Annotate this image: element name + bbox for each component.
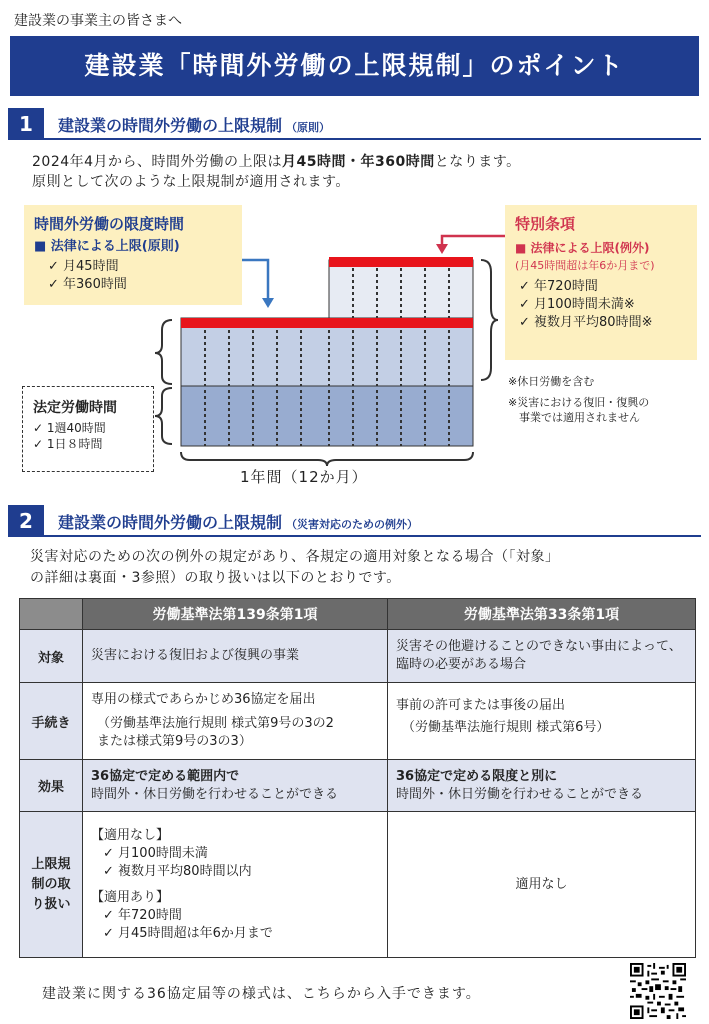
cell-target-139: 災害における復旧および復興の事業 [83, 630, 388, 683]
blue-arrowhead [262, 298, 274, 308]
section1-lead-line1: 2024年4月から、時間外労働の上限は月45時間・年360時間となります。 [32, 154, 521, 170]
row-label-target: 対象 [20, 630, 83, 683]
bottom-brace [181, 452, 473, 466]
left-brace-upper [155, 320, 172, 384]
special-clause-box [505, 205, 697, 360]
limit-box-item: ✓ 年360時間 [48, 277, 127, 292]
blue-arrow [242, 260, 268, 300]
section2-header [8, 505, 701, 537]
limit-box-heading: 時間外労働の限度時間 [34, 215, 185, 233]
page-title: 建設業「時間外労働の上限規制」のポイント [10, 36, 699, 96]
special-box-note: (月45時間超は年6か月まで) [515, 259, 655, 272]
note-line: ※災害における復旧・復興の [508, 396, 650, 409]
section1-lead-line2: 原則として次のような上限規制が適用されます。 [32, 174, 350, 190]
audience-text: 建設業の事業主の皆さまへ [14, 13, 182, 29]
cell-limit-139: 【適用なし】 ✓ 月100時間未満 ✓ 複数月平均80時間以内 【適用あり】 ✓ 年720時間 ✓ 月45時間超は年6か月まで [83, 812, 388, 958]
special-box-item: ✓ 年720時間 [519, 279, 598, 294]
table-row [20, 683, 696, 760]
limit-box-item: ✓ 月45時間 [48, 259, 119, 274]
table-header-33: 労働基準法第33条第1項 [388, 599, 696, 630]
left-brace-lower [155, 388, 172, 444]
special-box-sub: ■ 法律による上限(例外) [515, 241, 650, 255]
footer-text: 建設業に関する36協定届等の様式は、こちらから入手できます。 [42, 986, 481, 1002]
legal-hours-box [22, 386, 154, 472]
row-label-procedure: 手続き [20, 683, 83, 760]
section1-title-note: （原則） [286, 121, 331, 134]
section1-title: 建設業の時間外労働の上限規制 （原則） [58, 116, 331, 135]
table-header-139: 労働基準法第139条第1項 [83, 599, 388, 630]
cell-effect-33: 36協定で定める限度と別に 時間外・休日労働を行わせることができる [388, 760, 696, 812]
cell-target-33: 災害その他避けることのできない事由によって、 臨時の必要がある場合 [388, 630, 696, 683]
overtime-bar [181, 318, 473, 386]
overtime-limit-line [181, 318, 473, 328]
diagram-notes [508, 374, 649, 425]
table-row [20, 812, 696, 958]
qr-code-icon[interactable] [630, 963, 686, 1019]
right-brace [481, 260, 498, 380]
legal-hours-bar [181, 386, 473, 446]
section2-number: 2 [8, 505, 44, 537]
red-arrow [442, 236, 505, 245]
special-box-item: ✓ 複数月平均80時間※ [519, 315, 653, 330]
row-label-effect: 効果 [20, 760, 83, 812]
note-line: ※休日労働を含む [508, 375, 595, 388]
cell-procedure-33: 事前の許可または事後の届出 （労働基準法施行規則 様式第6号） [388, 683, 696, 760]
disaster-exception-table [19, 598, 696, 958]
section2-title-note: （災害対応のための例外） [286, 518, 419, 531]
period-label: 1年間（12か月） [240, 468, 368, 486]
red-arrowhead [436, 244, 448, 254]
limit-box-sub: ■ 法律による上限(原則) [34, 239, 180, 254]
special-limit-line [329, 257, 473, 267]
limit-hours-box [24, 205, 242, 305]
legal-box-heading: 法定労働時間 [33, 400, 117, 416]
special-box-item: ✓ 月100時間未満※ [519, 297, 635, 312]
section1-lead-bold: 月45時間・年360時間 [282, 154, 435, 170]
table-row [20, 630, 696, 683]
legal-box-item: ✓ 1日８時間 [33, 437, 103, 451]
section1-number: 1 [8, 108, 44, 140]
section2-paragraph: 災害対応のための次の例外の規定があり、各規定の適用対象となる場合（「対象」 の詳細は裏面・3参照）の取り扱いは以下のとおりです。 [30, 549, 560, 586]
table-row [20, 760, 696, 812]
legal-box-item: ✓ 1週40時間 [33, 421, 106, 435]
cell-limit-33: 適用なし [388, 812, 696, 958]
row-label-limit: 上限規制の取り扱い [20, 812, 83, 958]
cell-procedure-139: 専用の様式であらかじめ36協定を届出 （労働基準法施行規則 様式第9号の3の2 または様式第9号の3の3） [83, 683, 388, 760]
cell-effect-139: 36協定で定める範囲内で 時間外・休日労働を行わせることができる [83, 760, 388, 812]
section2-title: 建設業の時間外労働の上限規制 （災害対応のための例外） [58, 513, 419, 532]
special-box-heading: 特別条項 [515, 215, 576, 233]
table-corner [20, 599, 83, 630]
note-line: 事業では適用されません [508, 411, 640, 424]
